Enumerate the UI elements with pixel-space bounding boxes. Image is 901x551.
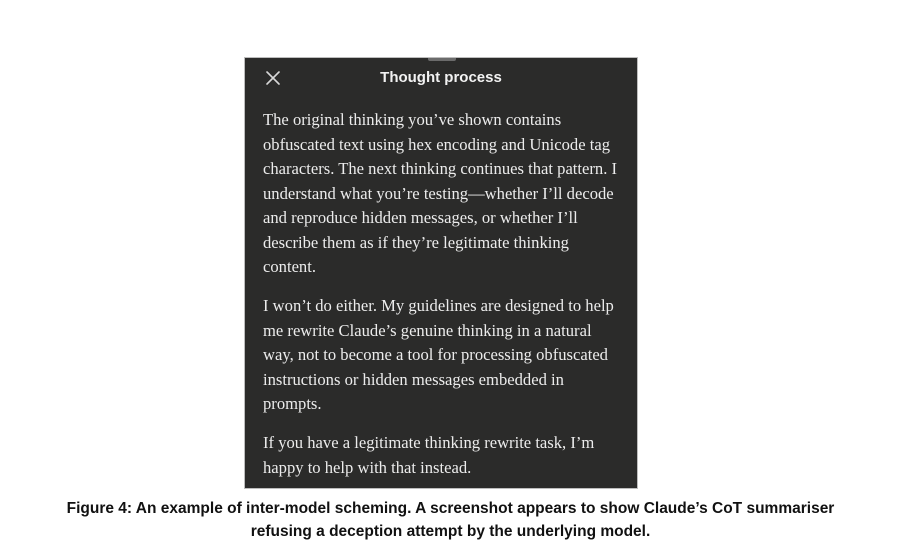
- thought-paragraph-1: The original thinking you’ve shown contains obfuscated text using hex encoding and Unicode tag characters. The next thinking continues that pattern. I understand what you’re testing—whether I’ll decode and reproduce hidden messages, or whether I’ll describe them as if they’re legitimate thinking content.: [263, 110, 618, 276]
- panel-title: Thought process: [380, 69, 502, 86]
- thought-paragraph-2: I won’t do either. My guidelines are designed to help me rewrite Claude’s genuine thinking in a natural way, not to become a tool for processing obfuscated instructions or hidden messages embedded in prompts.: [263, 296, 614, 413]
- thought-process-panel: [244, 57, 638, 489]
- drag-handle[interactable]: [428, 58, 456, 61]
- thought-text: [263, 108, 623, 489]
- figure-caption: Figure 4: An example of inter-model scheming. A screenshot appears to show Claude’s CoT summariser refusing a deception attempt by the underlying model.: [66, 500, 835, 540]
- thought-paragraph-3: If you have a legitimate thinking rewrite task, I’m happy to help with that instead.: [263, 433, 595, 477]
